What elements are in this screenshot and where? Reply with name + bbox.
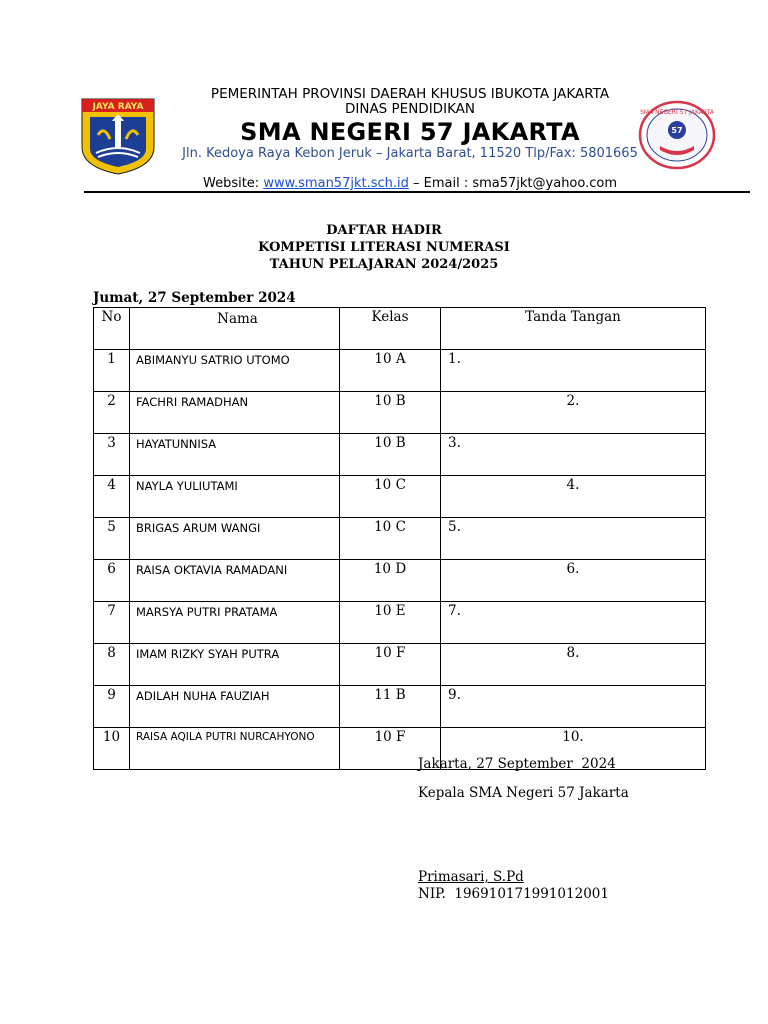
letterhead-divider	[84, 191, 750, 193]
table-header-row	[94, 308, 706, 350]
attendance-table	[93, 307, 706, 770]
row-name: IMAM RIZKY SYAH PUTRA	[130, 644, 340, 686]
row-no: 8	[94, 644, 130, 686]
table-row	[94, 518, 706, 560]
header-no: No	[94, 308, 130, 350]
row-kelas: 11 B	[340, 686, 441, 728]
row-name: NAYLA YULIUTAMI	[130, 476, 340, 518]
row-no: 9	[94, 686, 130, 728]
header-tanda-tangan: Tanda Tangan	[441, 308, 706, 350]
emblem-text: SMA NEGERI 57 JAKARTA	[640, 109, 714, 116]
row-name: RAISA AQILA PUTRI NURCAHYONO	[130, 728, 340, 770]
row-name: MARSYA PUTRI PRATAMA	[130, 602, 340, 644]
government-name: PEMERINTAH PROVINSI DAERAH KHUSUS IBUKOTA JAKARTA	[210, 86, 610, 102]
row-kelas: 10 C	[340, 476, 441, 518]
jakarta-crest-logo	[78, 95, 158, 175]
attendance-date: Jumat, 27 September 2024	[93, 290, 296, 306]
row-kelas: 10 B	[340, 392, 441, 434]
row-name: FACHRI RAMADHAN	[130, 392, 340, 434]
row-kelas: 10 D	[340, 560, 441, 602]
table-row	[94, 602, 706, 644]
school-name: SMA NEGERI 57 JAKARTA	[240, 118, 580, 146]
row-no: 6	[94, 560, 130, 602]
row-kelas: 10 F	[340, 728, 441, 770]
row-name: ADILAH NUHA FAUZIAH	[130, 686, 340, 728]
department-name: DINAS PENDIDIKAN	[344, 101, 476, 117]
row-kelas: 10 B	[340, 434, 441, 476]
header-kelas: Kelas	[340, 308, 441, 350]
signatory-nip: NIP. 196910171991012001	[418, 886, 609, 902]
website-label: Website:	[202, 176, 264, 191]
row-signature: 8.	[441, 644, 706, 686]
table-row	[94, 350, 706, 392]
row-kelas: 10 F	[340, 644, 441, 686]
row-signature: 5.	[441, 518, 706, 560]
doc-subtitle: KOMPETISI LITERASI NUMERASI	[258, 240, 510, 255]
row-signature: 2.	[441, 392, 706, 434]
row-name: HAYATUNNISA	[130, 434, 340, 476]
doc-year: TAHUN PELAJARAN 2024/2025	[269, 257, 499, 272]
table-row	[94, 434, 706, 476]
row-kelas: 10 C	[340, 518, 441, 560]
row-no: 10	[94, 728, 130, 770]
row-signature: 9.	[441, 686, 706, 728]
doc-title: DAFTAR HADIR	[326, 223, 442, 238]
row-signature: 4.	[441, 476, 706, 518]
row-no: 1	[94, 350, 130, 392]
row-signature: 7.	[441, 602, 706, 644]
row-name: ABIMANYU SATRIO UTOMO	[130, 350, 340, 392]
school-address: Jln. Kedoya Raya Kebon Jeruk – Jakarta Barat, 11520 Tlp/Fax: 5801665	[182, 146, 638, 161]
email-text: – Email : sma57jkt@yahoo.com	[408, 176, 618, 191]
row-no: 4	[94, 476, 130, 518]
row-kelas: 10 A	[340, 350, 441, 392]
signature-position: Kepala SMA Negeri 57 Jakarta	[418, 785, 629, 801]
table-row	[94, 560, 706, 602]
row-no: 2	[94, 392, 130, 434]
website-link[interactable]: www.sman57jkt.sch.id	[263, 176, 409, 191]
table-row	[94, 476, 706, 518]
row-signature: 1.	[441, 350, 706, 392]
svg-text:57: 57	[671, 126, 683, 135]
row-name: BRIGAS ARUM WANGI	[130, 518, 340, 560]
row-no: 3	[94, 434, 130, 476]
row-signature: 6.	[441, 560, 706, 602]
jaya-raya-text: JAYA RAYA	[92, 102, 144, 112]
signature-place-date: Jakarta, 27 September 2024	[418, 756, 616, 772]
header-nama: Nama	[130, 308, 340, 350]
table-row	[94, 392, 706, 434]
row-signature: 10.	[441, 728, 706, 770]
row-kelas: 10 E	[340, 602, 441, 644]
table-row	[94, 686, 706, 728]
contact-line	[160, 176, 660, 191]
signatory-name: Primasari, S.Pd	[418, 869, 524, 885]
row-no: 5	[94, 518, 130, 560]
row-no: 7	[94, 602, 130, 644]
row-name: RAISA OKTAVIA RAMADANI	[130, 560, 340, 602]
row-signature: 3.	[441, 434, 706, 476]
table-row	[94, 644, 706, 686]
